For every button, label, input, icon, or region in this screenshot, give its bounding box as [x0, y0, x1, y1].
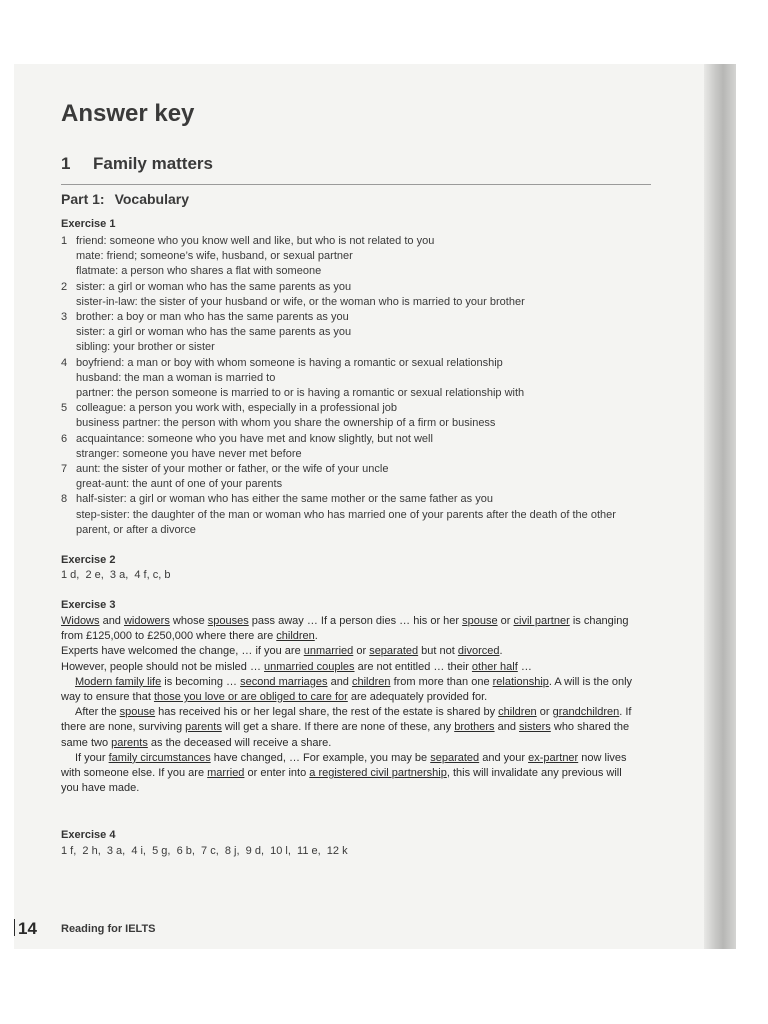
- item-number: 1: [61, 235, 68, 247]
- definition-line: stranger: someone you have never met before: [76, 447, 302, 460]
- underlined-answer: separated: [369, 645, 419, 658]
- item-definitions: [76, 310, 646, 356]
- text-run: Experts have welcomed the change, … if you are: [61, 645, 304, 658]
- definition-line: acquaintance: someone who you have met and know slightly, but not well: [76, 432, 433, 445]
- text-run: pass away … If a person dies … his or her: [248, 615, 463, 627]
- definition-line: colleague: a person you work with, especially in a professional job: [76, 402, 398, 415]
- item-number: 2: [61, 280, 68, 293]
- page-number: [14, 919, 37, 939]
- exercise-1-item: [61, 401, 646, 431]
- definition-line: mate: friend; someone’s wife, husband, or sexual partner: [76, 250, 353, 263]
- exercise-2-title: Exercise 2: [61, 554, 116, 566]
- item-number: 3: [61, 311, 68, 324]
- text-run: .: [314, 630, 318, 643]
- underlined-answer: children: [498, 706, 537, 719]
- item-definitions: [76, 432, 646, 462]
- definition-line: flatmate: a person who shares a flat with someone: [76, 265, 322, 278]
- text-run: have changed, … For example, you may be: [210, 751, 431, 764]
- underlined-answer: grandchildren: [552, 706, 620, 719]
- exercise-1-item: [61, 492, 646, 538]
- text-run: and your: [479, 751, 529, 764]
- exercise-3-paragraph: [61, 614, 641, 644]
- unit-heading: [61, 154, 213, 174]
- definition-line: sister: a girl or woman who has the same parents as you: [76, 326, 352, 339]
- part-title: Vocabulary: [114, 191, 190, 207]
- text-run: .: [499, 645, 503, 658]
- underlined-answer: ex-partner: [528, 751, 579, 764]
- text-run: whose: [169, 615, 208, 627]
- exercise-3-paragraph: [61, 751, 641, 797]
- underlined-answer: Widows: [61, 615, 100, 627]
- book-title: Reading for IELTS: [61, 923, 156, 935]
- definition-line: husband: the man a woman is married to: [76, 371, 276, 384]
- definition-line: step-sister: the daughter of the man or woman who has married one of your parents after the death of the other parent, or after a divorce: [76, 508, 616, 536]
- item-number: 4: [61, 356, 68, 369]
- exercise-1-item: [61, 462, 646, 492]
- underlined-answer: married: [207, 767, 245, 780]
- exercise-4-answers: 1 f, 2 h, 3 a, 4 i, 5 g, 6 b, 7 c, 8 j, 9 d, 10 l, 11 e, 12 k: [61, 845, 348, 857]
- exercise-2-answers: 1 d, 2 e, 3 a, 4 f, c, b: [61, 569, 171, 581]
- text-run: , this will invalidate any previous will you have made.: [61, 767, 622, 795]
- item-number: 6: [61, 432, 68, 445]
- underlined-answer: second marriages: [240, 675, 328, 688]
- underlined-answer: children: [276, 630, 315, 643]
- item-definitions: [76, 234, 646, 280]
- underlined-answer: spouses: [207, 615, 249, 627]
- definition-line: friend: someone who you know well and like, but who is not related to you: [76, 235, 435, 247]
- exercise-1-item: [61, 310, 646, 356]
- exercise-3-paragraph: [61, 660, 641, 675]
- exercise-1-item: [61, 356, 646, 402]
- exercise-3-text: [61, 614, 641, 796]
- text-run: is becoming …: [161, 675, 241, 688]
- exercise-1-list: [61, 234, 646, 538]
- text-run: are adequately provided for.: [347, 691, 488, 704]
- definition-line: business partner: the person with whom you share the ownership of a firm or business: [76, 417, 496, 430]
- underlined-answer: widowers: [123, 615, 170, 627]
- text-run: …: [517, 660, 532, 673]
- page-number-bar: [14, 919, 15, 936]
- text-run: . A will is the only way to ensure that: [61, 675, 633, 704]
- item-definitions: [76, 492, 646, 538]
- underlined-answer: children: [351, 675, 391, 688]
- item-number: 8: [61, 493, 68, 506]
- underlined-answer: other half: [471, 660, 518, 673]
- underlined-answer: unmarried: [303, 645, 354, 658]
- item-definitions: [76, 356, 646, 402]
- text-run: and: [327, 675, 352, 688]
- exercise-1-item: [61, 280, 646, 310]
- book-spine-shadow: [704, 64, 736, 949]
- definition-line: half-sister: a girl or woman who has either the same mother or the same father as you: [76, 493, 493, 506]
- text-run: are not entitled … their: [354, 660, 472, 673]
- underlined-answer: spouse: [462, 615, 498, 627]
- item-definitions: [76, 280, 646, 310]
- text-run: as the deceased will receive a share.: [147, 736, 332, 749]
- text-run: or: [353, 645, 370, 658]
- text-run: or: [536, 706, 553, 719]
- text-run: and: [494, 721, 520, 734]
- item-number: 7: [61, 463, 68, 476]
- text-run: now lives with someone else. If you are: [61, 751, 627, 780]
- item-definitions: [76, 401, 646, 431]
- text-run: who shared the same two: [61, 721, 630, 749]
- item-definitions: [76, 462, 646, 492]
- underlined-answer: family circumstances: [108, 751, 211, 764]
- definition-line: great-aunt: the aunt of one of your parents: [76, 478, 283, 491]
- unit-number: 1: [61, 154, 71, 173]
- exercise-1-item: [61, 432, 646, 462]
- page-number-text: 14: [18, 919, 37, 938]
- underlined-answer: parents: [185, 721, 222, 734]
- text-run: . If there are none, surviving: [61, 706, 632, 734]
- definition-line: aunt: the sister of your mother or father, or the wife of your uncle: [76, 463, 389, 476]
- underlined-answer: those you love or are obliged to care for: [153, 691, 348, 704]
- text-run: or: [497, 615, 514, 627]
- underlined-answer: unmarried couples: [264, 660, 355, 673]
- text-run: After the: [75, 706, 120, 719]
- exercise-3-paragraph: [61, 675, 641, 705]
- exercise-4-title: Exercise 4: [61, 829, 116, 841]
- page-title: Answer key: [61, 100, 195, 127]
- underlined-answer: parents: [111, 736, 148, 749]
- text-run: and: [99, 615, 124, 627]
- part-label: Part 1:: [61, 191, 105, 207]
- underlined-answer: brothers: [454, 721, 495, 734]
- text-run: If your: [75, 751, 109, 764]
- text-run: has received his or her legal share, the rest of the estate is shared by: [155, 706, 499, 719]
- text-run: from more than one: [390, 675, 493, 688]
- text-run: or enter into: [244, 767, 310, 780]
- text-run: will get a share. If there are none of these, any: [221, 721, 455, 734]
- unit-title: Family matters: [93, 154, 213, 173]
- heading-divider: [61, 184, 651, 185]
- underlined-answer: divorced: [457, 645, 500, 658]
- underlined-answer: relationship: [492, 675, 549, 688]
- exercise-1-title: Exercise 1: [61, 218, 116, 230]
- text-run: is changing from £125,000 to £250,000 where there are: [61, 615, 629, 643]
- exercise-3-paragraph: [61, 705, 641, 751]
- exercise-1-item: [61, 234, 646, 280]
- underlined-answer: civil partner: [513, 615, 570, 627]
- exercise-3-paragraph: [61, 644, 641, 659]
- underlined-answer: a registered civil partnership: [309, 767, 447, 780]
- text-run: However, people should not be misled …: [61, 660, 265, 673]
- definition-line: brother: a boy or man who has the same parents as you: [76, 311, 349, 324]
- exercise-3-title: Exercise 3: [61, 599, 116, 611]
- item-number: 5: [61, 402, 68, 415]
- definition-line: sibling: your brother or sister: [76, 341, 215, 354]
- definition-line: sister: a girl or woman who has the same parents as you: [76, 280, 352, 293]
- underlined-answer: sisters: [519, 721, 551, 734]
- underlined-answer: Modern family life: [75, 675, 162, 688]
- definition-line: boyfriend: a man or boy with whom someone is having a romantic or sexual relationship: [76, 356, 503, 369]
- definition-line: sister-in-law: the sister of your husband or wife, or the woman who is married to your brother: [76, 295, 525, 308]
- text-run: but not: [418, 645, 458, 658]
- underlined-answer: spouse: [119, 706, 156, 719]
- underlined-answer: separated: [430, 751, 480, 764]
- definition-line: partner: the person someone is married to or is having a romantic or sexual relationship with: [76, 387, 525, 400]
- part-heading: [61, 191, 189, 207]
